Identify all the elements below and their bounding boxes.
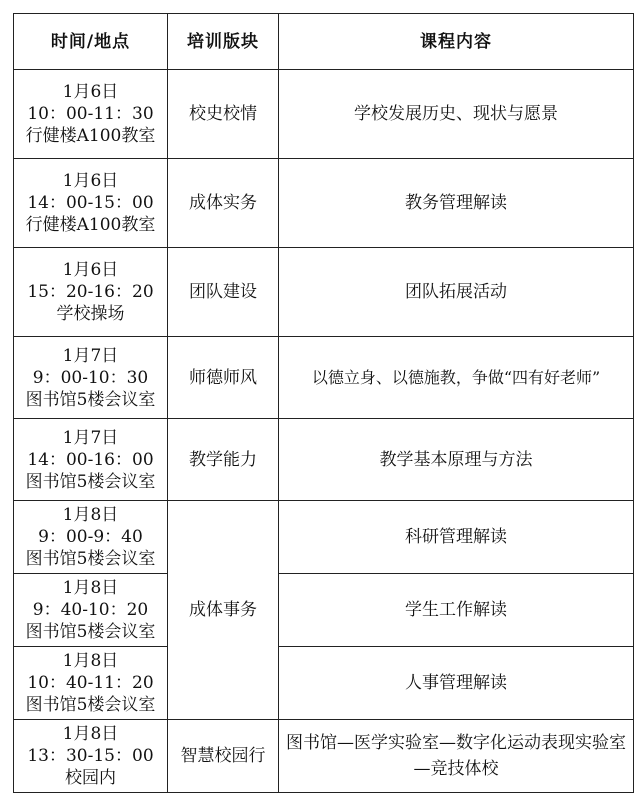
time-text: 10：00-11：30 [27, 104, 154, 124]
header-module: 培训版块 [168, 14, 279, 70]
place-text: 校园内 [65, 768, 116, 788]
time-text: 13：30-15：00 [27, 746, 154, 766]
date-text: 1月8日 [62, 724, 119, 744]
table-row [14, 159, 634, 248]
content-text: 图书馆—医学实验室—数字化运动表现实验室—竞技体校 [286, 733, 626, 779]
module-cell-merged: 成体事务 [168, 501, 279, 720]
place-text: 学校操场 [56, 304, 125, 324]
time-place-cell [14, 337, 168, 419]
place-text: 图书馆5楼会议室 [25, 622, 156, 642]
content-cell: 教务管理解读 [279, 159, 634, 248]
module-cell: 教学能力 [168, 419, 279, 501]
time-place-cell [14, 159, 168, 248]
table-row [14, 419, 634, 501]
date-text: 1月8日 [62, 651, 119, 671]
content-cell: 学校发展历史、现状与愿景 [279, 70, 634, 159]
date-text: 1月7日 [62, 427, 119, 448]
table-row [14, 720, 634, 793]
time-text: 15：20-16：20 [27, 282, 154, 302]
module-cell: 师德师风 [168, 337, 279, 419]
time-text: 9：00-9：40 [38, 527, 143, 547]
content-cell [279, 720, 634, 793]
time-place-cell [14, 720, 168, 793]
header-content: 课程内容 [279, 14, 634, 70]
content-cell: 团队拓展活动 [279, 248, 634, 337]
table-row [14, 501, 634, 574]
place-text: 图书馆5楼会议室 [25, 549, 156, 569]
table-row [14, 70, 634, 159]
content-cell: 人事管理解读 [279, 647, 634, 720]
time-text: 14：00-16：00 [27, 449, 154, 470]
table-row [14, 337, 634, 419]
header-row [14, 14, 634, 70]
header-time-place: 时间/地点 [14, 14, 168, 70]
content-cell: 教学基本原理与方法 [279, 419, 634, 501]
content-cell: 科研管理解读 [279, 501, 634, 574]
table-row [14, 574, 634, 647]
time-place-cell [14, 574, 168, 647]
time-text: 14：00-15：00 [27, 193, 154, 213]
place-text: 图书馆5楼会议室 [25, 695, 156, 715]
table-row [14, 647, 634, 720]
time-place-cell [14, 501, 168, 574]
date-text: 1月8日 [62, 505, 119, 525]
time-text: 9：40-10：20 [32, 600, 149, 620]
place-text: 行健楼A100教室 [25, 126, 156, 146]
place-text: 图书馆5楼会议室 [25, 389, 156, 410]
place-text: 图书馆5楼会议室 [25, 471, 156, 492]
table-row [14, 248, 634, 337]
date-text: 1月6日 [62, 82, 119, 102]
module-cell: 校史校情 [168, 70, 279, 159]
date-text: 1月8日 [62, 578, 119, 598]
content-cell: 学生工作解读 [279, 574, 634, 647]
time-place-cell [14, 70, 168, 159]
training-schedule-table [13, 13, 634, 793]
content-cell: 以德立身、以德施教，争做“四有好老师” [279, 337, 634, 419]
date-text: 1月6日 [62, 171, 119, 191]
date-text: 1月6日 [62, 260, 119, 280]
time-place-cell [14, 248, 168, 337]
time-text: 9：00-10：30 [32, 367, 149, 388]
time-place-cell [14, 419, 168, 501]
date-text: 1月7日 [62, 345, 119, 366]
module-cell: 团队建设 [168, 248, 279, 337]
time-place-cell [14, 647, 168, 720]
module-cell: 成体实务 [168, 159, 279, 248]
place-text: 行健楼A100教室 [25, 215, 156, 235]
module-cell: 智慧校园行 [168, 720, 279, 793]
time-text: 10：40-11：20 [27, 673, 154, 693]
